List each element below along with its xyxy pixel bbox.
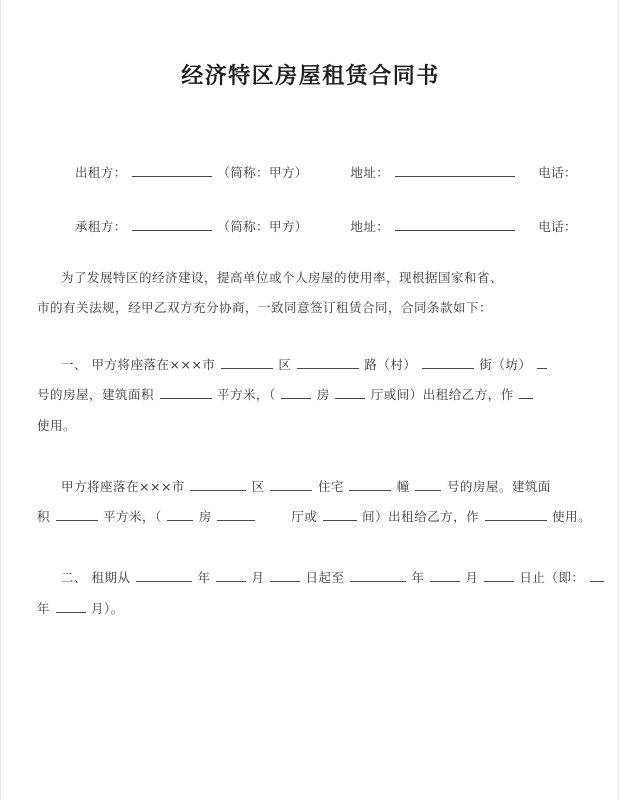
clause-1-line-2 — [37, 380, 584, 411]
clause-1b-line-2 — [37, 502, 592, 533]
document-body — [1, 0, 619, 624]
clause-1b-halls-blank[interactable] — [323, 508, 357, 521]
clause-1b-text-l2b: 平方米，（ — [102, 509, 162, 525]
clause-1-line-3: 使用。 — [37, 418, 77, 434]
lessor-address-blank[interactable] — [395, 164, 515, 177]
lessor-name-blank[interactable] — [132, 164, 212, 177]
lessee-row — [37, 217, 584, 235]
clause-1b-text-l2d: 厅或 — [291, 509, 318, 525]
spacer — [37, 442, 584, 472]
lessor-label: 出租方： — [75, 164, 127, 180]
clause-2-start-month-blank[interactable] — [216, 569, 246, 582]
lessor-phone-label: 电话： — [538, 164, 577, 180]
clause-1b-text-a: 甲方将座落在×××市 — [61, 478, 185, 494]
clause-2-end-month-blank[interactable] — [430, 569, 460, 582]
clause-1b-usage-blank[interactable] — [485, 508, 547, 521]
clause-2-start-year-blank[interactable] — [136, 569, 192, 582]
lessee-name-blank[interactable] — [132, 218, 212, 231]
clause-1-road-blank[interactable] — [297, 356, 359, 369]
page-title: 经济特区房屋租赁合同书 — [181, 63, 440, 89]
clause-1-number: 一、 — [61, 356, 88, 372]
clause-1b-text-d: 幢 — [396, 478, 410, 494]
clause-1-street-blank[interactable] — [422, 356, 474, 369]
clause-2-text-b: 年 — [197, 569, 211, 585]
clause-2-end-day-blank[interactable] — [484, 569, 514, 582]
clause-2-text-l2b: 月）。 — [90, 600, 124, 616]
clause-1-line-1 — [37, 350, 584, 381]
clause-2-number: 二、 — [61, 569, 88, 585]
clause-2-block — [37, 563, 584, 624]
clause-1b-text-l2f: 使用。 — [552, 509, 592, 525]
clause-1b-district-blank[interactable] — [190, 478, 246, 491]
clause-2-text-g: 日止（即： — [519, 569, 585, 585]
clause-1-text-l2c: 房 — [316, 387, 330, 403]
spacer — [37, 91, 584, 163]
preamble-line-1: 为了发展特区的经济建设，提高单位或个人房屋的使用率，现根据国家和省、 — [61, 269, 504, 285]
spacer — [37, 324, 584, 350]
clause-1-text-a: 甲方将座落在×××市 — [91, 356, 216, 372]
clause-2-line-1 — [37, 563, 584, 594]
clause-2-text-c: 月 — [251, 569, 265, 585]
clause-1-text-b: 区 — [278, 356, 292, 372]
clause-2-line-2 — [37, 594, 584, 625]
clause-1-text-l2a: 号的房屋，建筑面积 — [37, 387, 155, 403]
clause-1-text-l2b: 平方米，（ — [216, 387, 276, 403]
clause-1b-building-blank[interactable] — [349, 478, 391, 491]
clause-1-text-d: 街（坊） — [479, 356, 532, 372]
clause-1b-number-blank[interactable] — [415, 478, 441, 491]
clause-2-total-tail-blank[interactable] — [590, 569, 604, 582]
clause-2-text-e: 年 — [411, 569, 425, 585]
clause-1-district-blank[interactable] — [221, 356, 273, 369]
clause-1b-line-1 — [37, 472, 584, 503]
clause-2-text-a: 租期从 — [91, 569, 131, 585]
clause-1b-text-l2e: 间）出租给乙方，作 — [362, 509, 480, 525]
clause-1-halls-blank[interactable] — [335, 387, 365, 400]
preamble-line-2: 市的有关法规，经甲乙双方充分协商，一致同意签订租赁合同，合同条款如下： — [37, 300, 493, 316]
clause-1b-text-e: 号的房屋。建筑面 — [446, 478, 551, 494]
lessor-address-label: 地址： — [350, 164, 390, 180]
clause-1b-text-l2c: 房 — [198, 509, 212, 525]
clause-1b-text-c: 住宅 — [317, 478, 344, 494]
clause-2-text-f: 月 — [465, 569, 479, 585]
spacer — [37, 181, 584, 217]
clause-2-total-months-blank[interactable] — [56, 600, 86, 613]
clause-1-rooms-blank[interactable] — [281, 387, 311, 400]
clause-2-end-year-blank[interactable] — [350, 569, 406, 582]
lessee-alias: （简称：甲方） — [217, 218, 308, 234]
clause-1-usage-tail-blank[interactable] — [519, 387, 533, 400]
clause-1b-text-b: 区 — [251, 478, 265, 494]
spacer — [37, 235, 584, 263]
clause-1-text-c: 路（村） — [364, 356, 417, 372]
lessee-address-label: 地址： — [350, 218, 390, 234]
clause-2-text-l2a: 年 — [37, 600, 51, 616]
lessee-address-blank[interactable] — [395, 218, 515, 231]
preamble-block — [37, 263, 584, 324]
clause-1-street-tail-blank[interactable] — [537, 356, 547, 369]
clause-1b-rooms-blank[interactable] — [167, 508, 193, 521]
lessee-phone-label: 电话： — [538, 218, 577, 234]
lessor-row — [37, 163, 584, 181]
clause-1b-text-l2a: 积 — [37, 509, 51, 525]
lessor-alias: （简称：甲方） — [217, 164, 308, 180]
clause-1-text-l2d: 厅或间）出租给乙方，作 — [370, 387, 514, 403]
clause-1b-rooms2-blank[interactable] — [217, 508, 255, 521]
spacer — [37, 533, 584, 563]
clause-2-text-d: 日起至 — [305, 569, 345, 585]
clause-1b-residence-blank[interactable] — [270, 478, 312, 491]
clause-1-area-blank[interactable] — [160, 387, 212, 400]
clause-1b-block — [37, 472, 592, 533]
clause-2-start-day-blank[interactable] — [270, 569, 300, 582]
lessee-label: 承租方： — [75, 218, 127, 234]
clause-1b-area-blank[interactable] — [56, 508, 98, 521]
clause-1-block — [37, 350, 584, 442]
